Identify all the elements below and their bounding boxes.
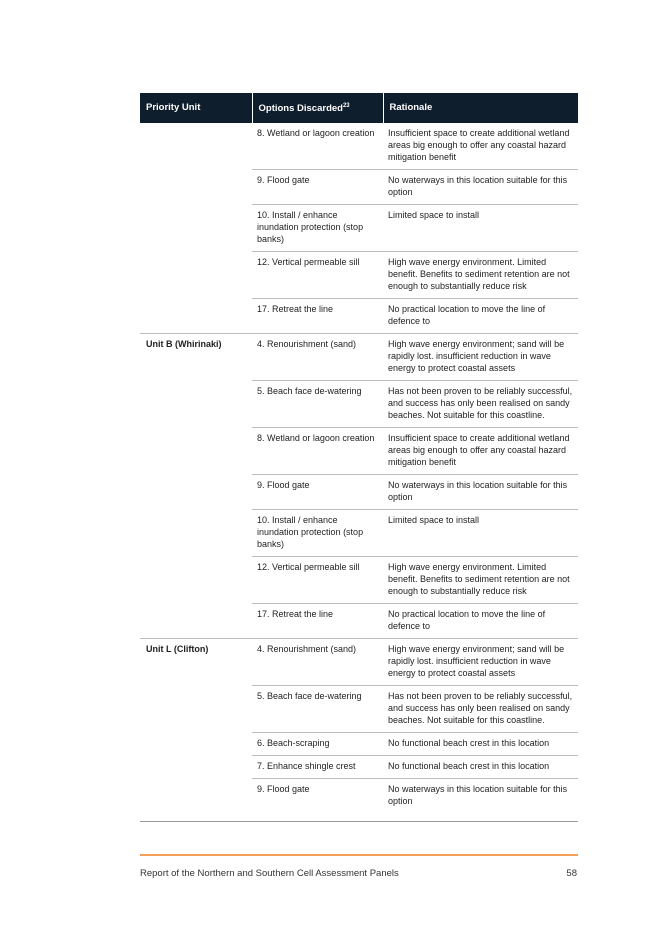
- priority-unit-cell: [140, 733, 252, 756]
- table-row: [140, 170, 578, 205]
- table-row: [140, 639, 578, 686]
- option-cell: 6. Beach-scraping: [252, 733, 383, 756]
- rationale-cell: Has not been proven to be reliably successful, and success has only been realised on sandy beaches. Not suitable for this coastline.: [383, 381, 578, 428]
- priority-unit-cell: Unit B (Whirinaki): [146, 339, 222, 349]
- priority-unit-cell: [140, 252, 252, 299]
- priority-unit-cell: [140, 686, 252, 733]
- priority-unit-cell: [140, 756, 252, 779]
- priority-unit-cell: [140, 299, 252, 334]
- priority-unit-cell: [140, 510, 252, 557]
- priority-unit-cell: [140, 381, 252, 428]
- header-priority-unit: Priority Unit: [140, 93, 252, 123]
- table-row: [140, 299, 578, 334]
- table-row: [140, 779, 578, 822]
- option-cell: 17. Retreat the line: [252, 299, 383, 334]
- rationale-cell: Limited space to install: [383, 205, 578, 252]
- option-cell: 9. Flood gate: [252, 475, 383, 510]
- header-rationale: Rationale: [383, 93, 578, 123]
- option-cell: 8. Wetland or lagoon creation: [252, 123, 383, 170]
- option-cell: 9. Flood gate: [252, 170, 383, 205]
- table-row: [140, 756, 578, 779]
- header-options-discarded: Options Discarded$^{23}$: [252, 93, 383, 123]
- priority-unit-cell: [140, 170, 252, 205]
- rationale-cell: No practical location to move the line of defence to: [383, 604, 578, 639]
- option-cell: 10. Install / enhance inundation protection (stop banks): [252, 205, 383, 252]
- priority-unit-cell: [140, 123, 252, 170]
- priority-unit-cell: [140, 557, 252, 604]
- option-cell: 17. Retreat the line: [252, 604, 383, 639]
- footer-report-title: Report of the Northern and Southern Cell Assessment Panels: [140, 868, 399, 879]
- priority-unit-cell: [140, 475, 252, 510]
- rationale-cell: No practical location to move the line of defence to: [383, 299, 578, 334]
- rationale-cell: No waterways in this location suitable for this option: [383, 475, 578, 510]
- rationale-cell: Insufficient space to create additional wetland areas big enough to offer any coastal hazard mitigation benefit: [383, 123, 578, 170]
- table-row: [140, 733, 578, 756]
- rationale-cell: High wave energy environment. Limited benefit. Benefits to sediment retention are not enough to substantially reduce risk: [383, 252, 578, 299]
- table-row: [140, 604, 578, 639]
- table-row: [140, 475, 578, 510]
- rationale-cell: High wave energy environment; sand will be rapidly lost. insufficient reduction in wave energy to protect coastal assets: [383, 639, 578, 686]
- option-cell: 10. Install / enhance inundation protection (stop banks): [252, 510, 383, 557]
- priority-unit-cell: [140, 428, 252, 475]
- priority-unit-cell: Unit L (Clifton): [146, 644, 209, 654]
- table-row: [140, 686, 578, 733]
- table-row: [140, 123, 578, 170]
- table-row: [140, 205, 578, 252]
- rationale-cell: Insufficient space to create additional wetland areas big enough to offer any coastal hazard mitigation benefit: [383, 428, 578, 475]
- table-header-row: [140, 93, 578, 123]
- footer-divider: [140, 854, 578, 856]
- table-row: [140, 252, 578, 299]
- rationale-cell: Has not been proven to be reliably successful, and success has only been realised on sandy beaches. Not suitable for this coastline.: [383, 686, 578, 733]
- rationale-cell: High wave energy environment. Limited benefit. Benefits to sediment retention are not enough to substantially reduce risk: [383, 557, 578, 604]
- page-number: 58: [566, 868, 577, 879]
- option-cell: 5. Beach face de-watering: [252, 381, 383, 428]
- table-row: [140, 334, 578, 381]
- priority-unit-cell: [140, 604, 252, 639]
- priority-unit-cell: [140, 205, 252, 252]
- option-cell: 4. Renourishment (sand): [252, 639, 383, 686]
- option-cell: 9. Flood gate: [252, 779, 383, 822]
- table-row: [140, 557, 578, 604]
- option-cell: 4. Renourishment (sand): [252, 334, 383, 381]
- table-row: [140, 428, 578, 475]
- discarded-options-table: [140, 93, 578, 822]
- rationale-cell: No functional beach crest in this location: [383, 756, 578, 779]
- option-cell: 8. Wetland or lagoon creation: [252, 428, 383, 475]
- priority-unit-cell: [140, 779, 252, 822]
- option-cell: 12. Vertical permeable sill: [252, 557, 383, 604]
- option-cell: 7. Enhance shingle crest: [252, 756, 383, 779]
- rationale-cell: No waterways in this location suitable for this option: [383, 779, 578, 822]
- rationale-cell: Limited space to install: [383, 510, 578, 557]
- rationale-cell: No functional beach crest in this location: [383, 733, 578, 756]
- option-cell: 12. Vertical permeable sill: [252, 252, 383, 299]
- rationale-cell: High wave energy environment; sand will be rapidly lost. insufficient reduction in wave energy to protect coastal assets: [383, 334, 578, 381]
- table-row: [140, 381, 578, 428]
- footnote-ref: 23: [342, 103, 350, 110]
- option-cell: 5. Beach face de-watering: [252, 686, 383, 733]
- rationale-cell: No waterways in this location suitable for this option: [383, 170, 578, 205]
- table-row: [140, 510, 578, 557]
